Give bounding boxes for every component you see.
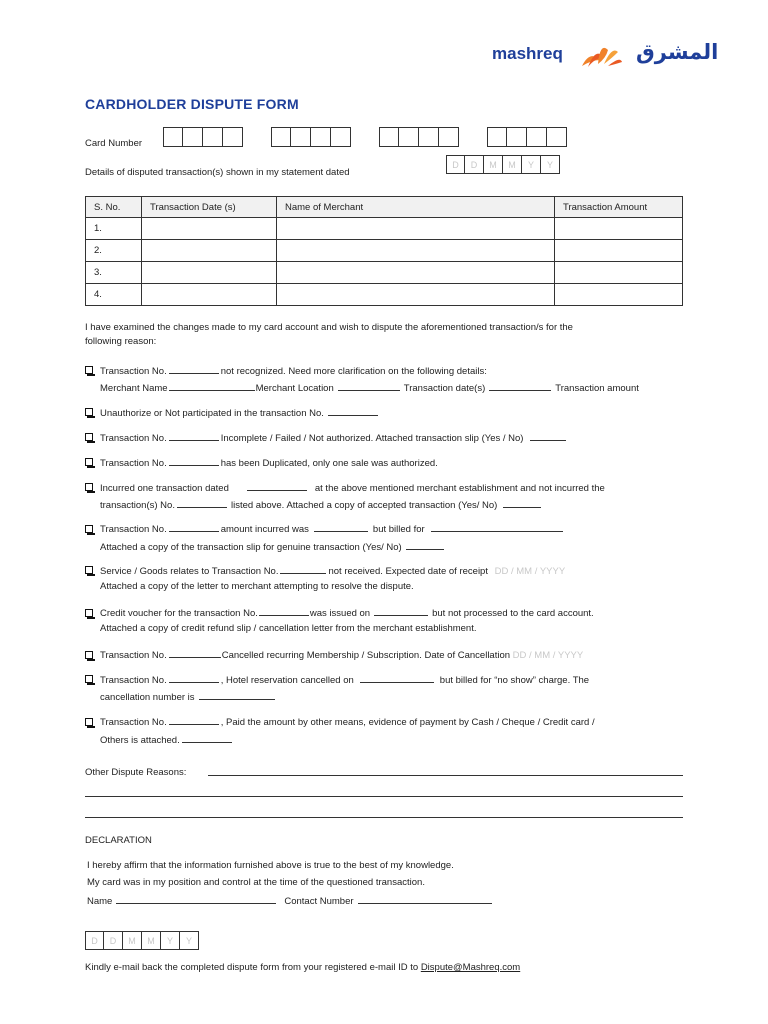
- card-number-group-4[interactable]: [487, 127, 567, 147]
- reason-10-line-1: Transaction No. , Hotel reservation cancelled on but billed for “no show” charge. The: [100, 675, 590, 686]
- statement-date-field[interactable]: D D M M Y Y: [446, 155, 560, 174]
- reason-11-checkbox[interactable]: [85, 718, 93, 726]
- logo-flower-icon: [578, 40, 624, 70]
- header-amount: Transaction Amount: [555, 197, 683, 218]
- other-reasons-line-1[interactable]: [208, 775, 683, 776]
- reason-11-line-1: Transaction No. , Paid the amount by other means, evidence of payment by Cash / Cheque / Credit card /: [100, 717, 595, 728]
- mashreq-logo: [492, 40, 722, 72]
- header-merchant: Name of Merchant: [277, 197, 555, 218]
- contact-field: [358, 894, 492, 904]
- contact-label: Contact Number: [284, 896, 354, 907]
- other-reasons-line-2[interactable]: [85, 796, 683, 797]
- reason-10-line-2: cancellation number is: [100, 690, 275, 704]
- reason-7-line-1: Service / Goods relates to Transaction No. not received. Expected date of receipt DD / MM / YYYY: [100, 566, 566, 577]
- card-number-group-1[interactable]: [163, 127, 243, 147]
- reason-3-checkbox[interactable]: [85, 433, 93, 441]
- header-sno: S. No.: [86, 197, 142, 218]
- transactions-table: [85, 196, 683, 306]
- reason-8-checkbox[interactable]: [85, 609, 93, 617]
- reason-7-line-2: Attached a copy of the letter to merchant attempting to resolve the dispute.: [100, 581, 414, 592]
- table-row[interactable]: 3.: [86, 262, 683, 284]
- reason-1-line-2: Merchant Name Merchant Location Transaction date(s) Transaction amount: [100, 383, 639, 394]
- reason-5-line-1: Incurred one transaction dated at the above mentioned merchant establishment and not incurred the: [100, 483, 605, 494]
- table-row[interactable]: 2.: [86, 240, 683, 262]
- table-header-row: [86, 197, 683, 218]
- name-field: [116, 894, 276, 904]
- reason-6-line-1: Transaction No. amount incurred was but billed for: [100, 522, 563, 536]
- reason-3-line: Transaction No. Incomplete / Failed / Not authorized. Attached transaction slip (Yes / No): [100, 431, 566, 445]
- declaration-line-2: My card was in my position and control at the time of the questioned transaction.: [87, 877, 425, 888]
- reason-1-line-1: Transaction No. not recognized. Need more clarification on the following details:: [100, 366, 487, 377]
- card-number-group-2[interactable]: [271, 127, 351, 147]
- reason-9-line: Transaction No. Cancelled recurring Membership / Subscription. Date of Cancellation DD / MM / YYYY: [100, 650, 584, 661]
- receipt-date-placeholder: DD / MM / YYYY: [494, 566, 566, 577]
- card-number-group-3[interactable]: [379, 127, 459, 147]
- reason-5-line-2: transaction(s) No. listed above. Attached a copy of accepted transaction (Yes/ No): [100, 498, 541, 512]
- table-row[interactable]: 1.: [86, 218, 683, 240]
- card-number-label: Card Number: [85, 138, 143, 149]
- intro-line-1: I have examined the changes made to my card account and wish to dispute the aforementioned transaction/s for the: [85, 322, 573, 333]
- logo-text-ar: المشرق: [636, 40, 719, 64]
- intro-line-2: following reason:: [85, 336, 157, 347]
- name-label: Name: [87, 896, 113, 907]
- reason-6-line-2: Attached a copy of the transaction slip for genuine transaction (Yes/ No): [100, 540, 444, 554]
- reason-9-checkbox[interactable]: [85, 651, 93, 659]
- form-title: CARDHOLDER DISPUTE FORM: [85, 96, 299, 112]
- reason-2-checkbox[interactable]: [85, 408, 93, 416]
- dispute-email-link[interactable]: Dispute@Mashreq.com: [420, 962, 521, 973]
- declaration-heading: DECLARATION: [85, 835, 152, 846]
- footer-instruction: Kindly e-mail back the completed dispute form from your registered e-mail ID to Dispute@Mashreq.com: [85, 962, 521, 973]
- header-date: Transaction Date (s): [142, 197, 277, 218]
- reason-1-checkbox[interactable]: [85, 366, 93, 374]
- reason-11-line-2: Others is attached.: [100, 733, 232, 747]
- statement-details-label: Details of disputed transaction(s) shown in my statement dated: [85, 167, 350, 178]
- reason-4-line: Transaction No. has been Duplicated, only one sale was authorized.: [100, 458, 438, 469]
- logo-text-en: mashreq: [492, 44, 563, 63]
- table-row[interactable]: 4.: [86, 284, 683, 306]
- reason-8-line-1: Credit voucher for the transaction No. was issued on but not processed to the card account.: [100, 608, 594, 619]
- declaration-line-1: I hereby affirm that the information furnished above is true to the best of my knowledge.: [87, 860, 454, 871]
- reason-4-checkbox[interactable]: [85, 458, 93, 466]
- reason-10-checkbox[interactable]: [85, 675, 93, 683]
- declaration-signoff: [87, 894, 492, 908]
- reason-5-checkbox[interactable]: [85, 483, 93, 491]
- other-reasons-label: Other Dispute Reasons:: [85, 767, 187, 778]
- reason-8-line-2: Attached a copy of credit refund slip / cancellation letter from the merchant establishment.: [100, 623, 477, 634]
- cancellation-date-placeholder: DD / MM / YYYY: [512, 650, 584, 661]
- other-reasons-line-3[interactable]: [85, 817, 683, 818]
- reason-2-line: Unauthorize or Not participated in the transaction No.: [100, 406, 378, 420]
- declaration-date-field[interactable]: D D M M Y Y: [85, 931, 199, 950]
- reason-6-checkbox[interactable]: [85, 525, 93, 533]
- reason-7-checkbox[interactable]: [85, 566, 93, 574]
